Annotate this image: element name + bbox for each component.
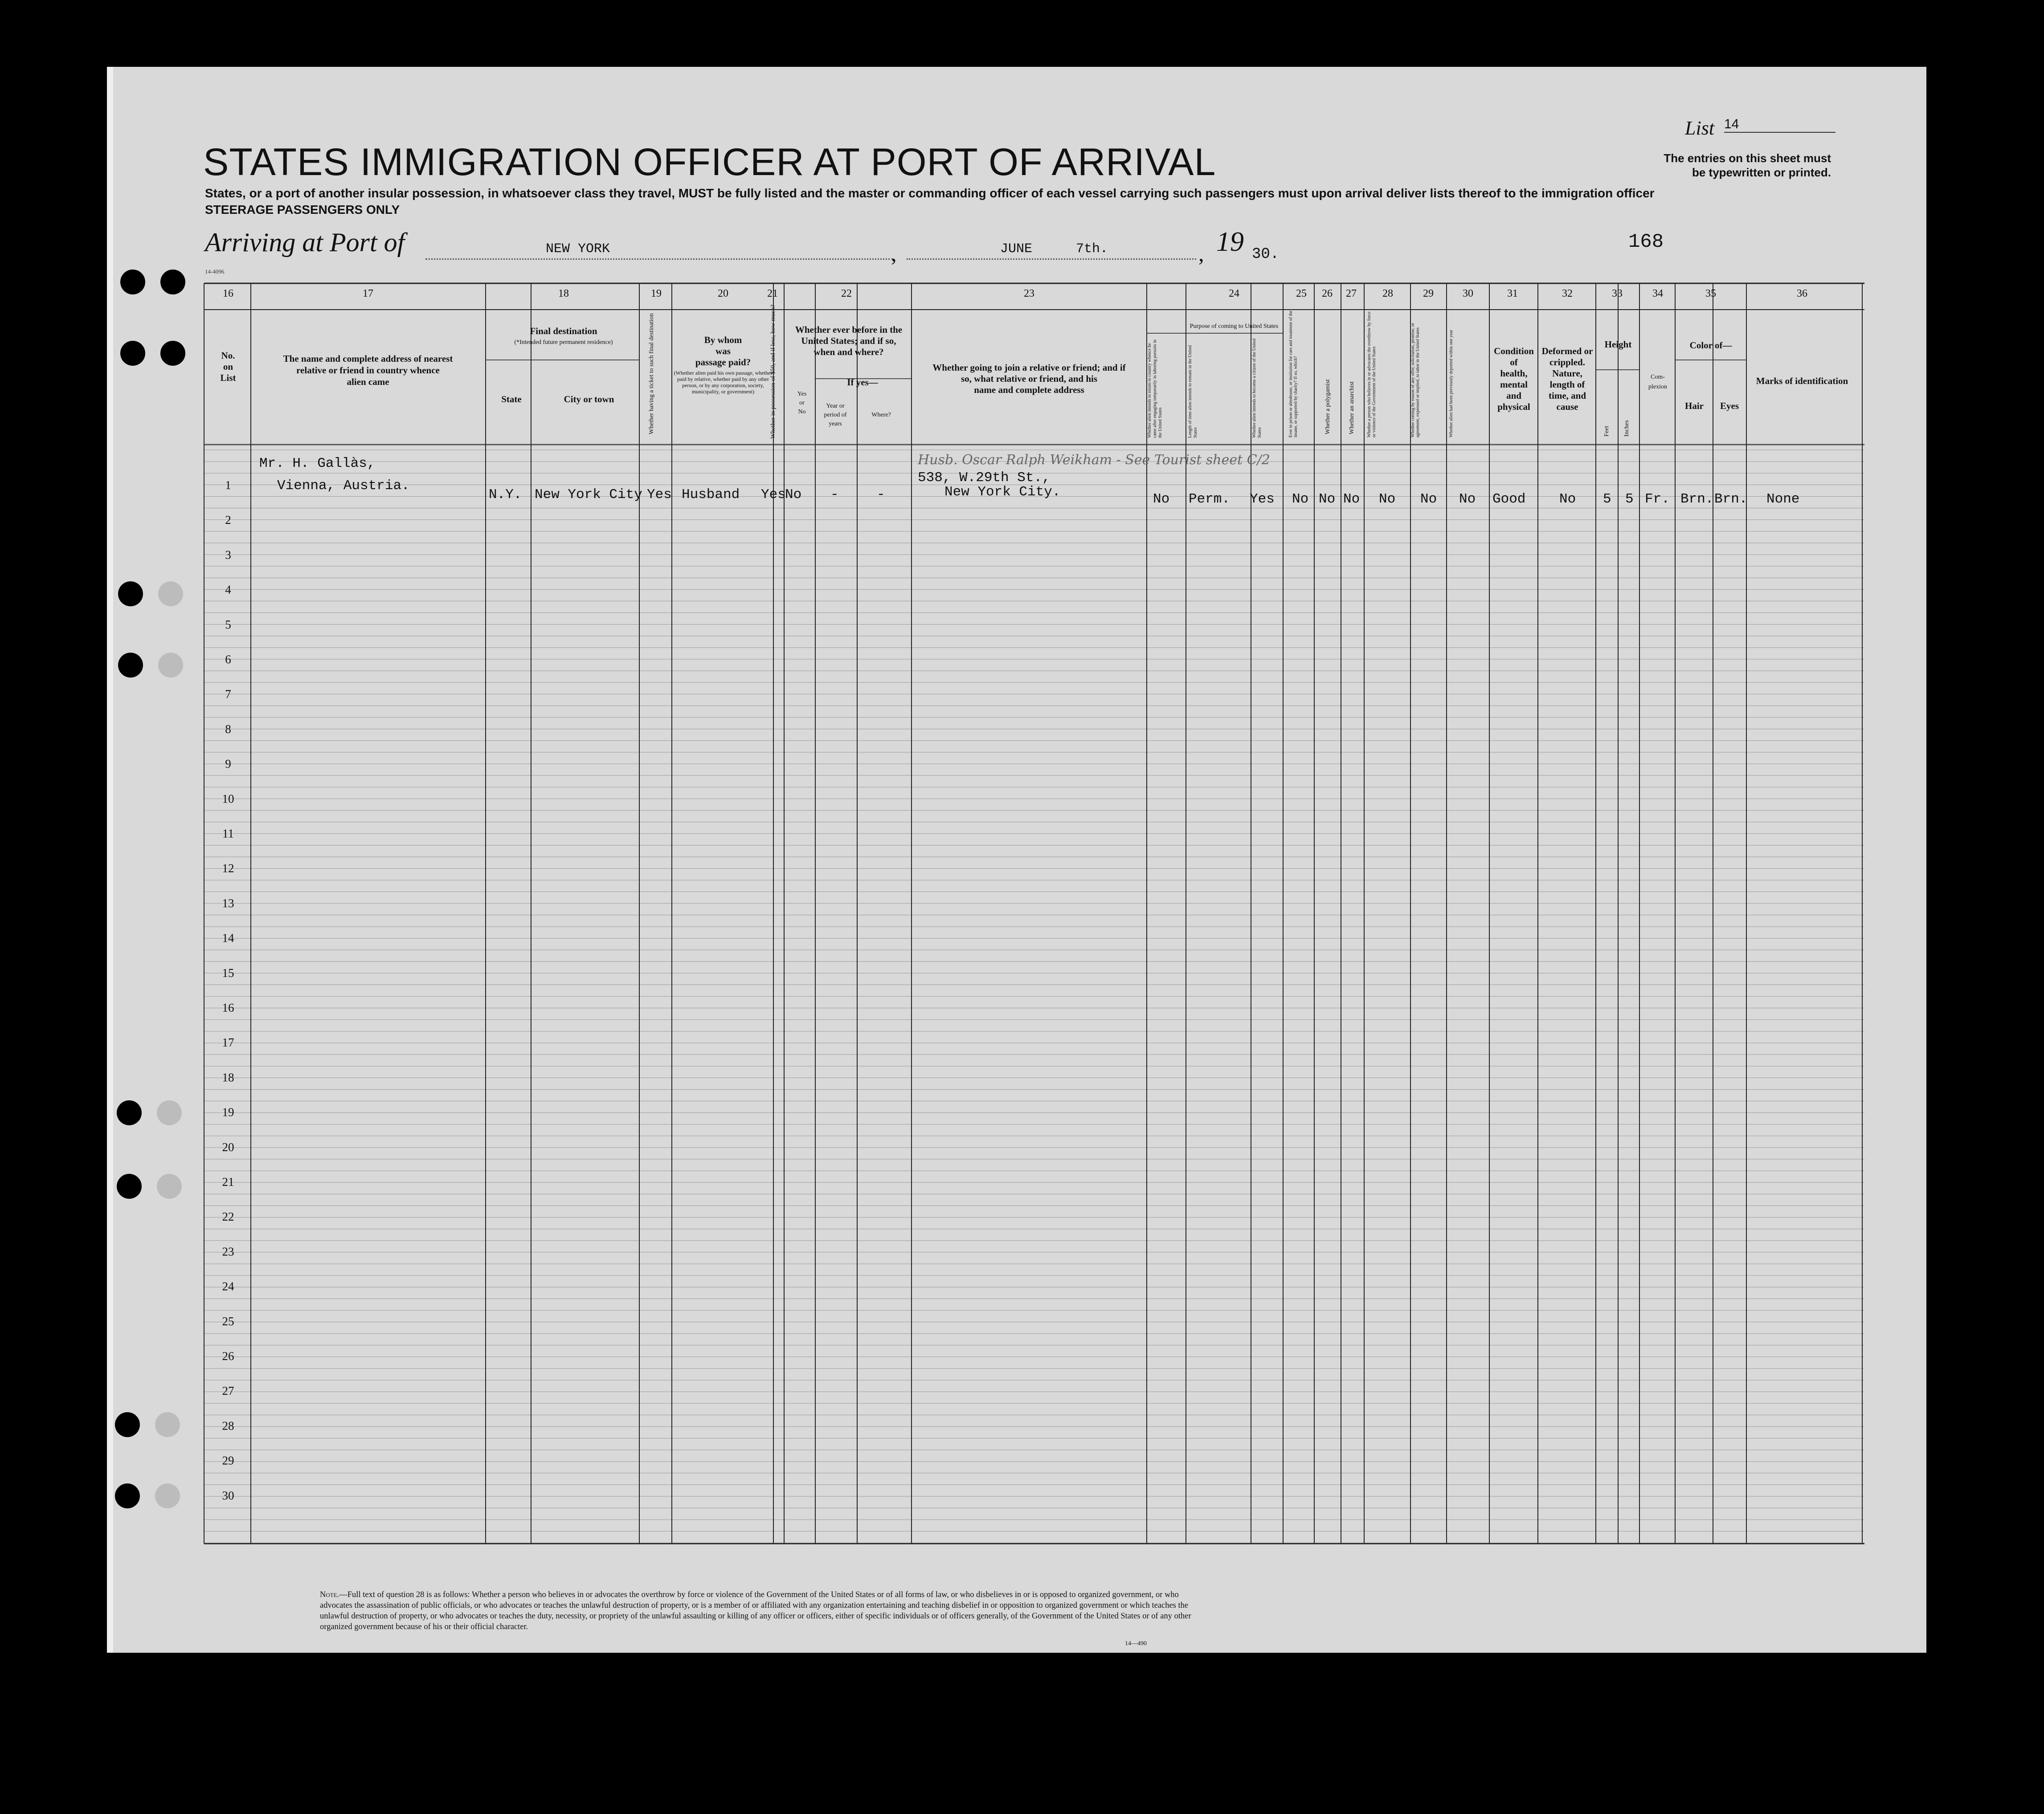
header-yes-or-no-1: Yes	[797, 391, 807, 397]
header-no-on-list-3: List	[220, 372, 236, 383]
colnum-29: 29	[1423, 288, 1434, 299]
note-text: —Full text of question 28 is as follows: Whether a person who believes in or advocates the overthrow by force or violence of the Government of the United States or of all forms of law, or who disbelieves in or is opposed to organized government, or who advocates the assassination of public officials, or who advocates or teaches the unlawful destruction of property, or is a member of or affiliated with any organization entertaining and teaching disbelief in or opposition to organized government or which teaches the unlawful destruction of property, or who advocates or teaches the duty, necessity, or propriety of the unlawful assaulting or killing of any officer or officers, either of specific individuals or of officers generally, of the Government of the United States or of any other organized government because of his or their official character.	[320, 1590, 1191, 1631]
header-ever-before-1: Whether ever before in the	[795, 324, 903, 335]
colnum-18: 18	[558, 288, 569, 299]
header-health-6: physical	[1497, 401, 1530, 412]
cell-where: -	[877, 487, 885, 503]
colnum-25: 25	[1296, 288, 1307, 299]
header-marks: Marks of identification	[1756, 376, 1848, 386]
row-number-20: 20	[222, 1140, 234, 1154]
header-final-destination: Final destination	[530, 326, 597, 336]
header-yes-or-no-3: No	[798, 409, 806, 415]
colnum-17: 17	[363, 288, 373, 299]
header-possession: Whether in possession of $50, and if less, how much?	[770, 304, 777, 439]
colnum-27: 27	[1346, 288, 1357, 299]
header-join-3: name and complete address	[974, 384, 1084, 395]
header-health-5: and	[1506, 390, 1521, 401]
header-year-period-3: years	[829, 421, 842, 427]
header-no-on-list-2: on	[223, 361, 233, 372]
arriving-label: Arriving at Port of	[205, 228, 405, 257]
row-number-3: 3	[225, 548, 231, 562]
column-numbers	[223, 288, 1807, 299]
colnum-33: 33	[1612, 288, 1623, 299]
row-number-5: 5	[225, 617, 231, 631]
instructions-line-2: be typewritten or printed.	[1692, 166, 1831, 179]
arrival-month: JUNE	[1000, 241, 1033, 257]
form-code: 14-4096	[205, 268, 225, 275]
cell-q29: No	[1420, 491, 1437, 507]
header-deformed-3: Nature,	[1552, 368, 1582, 379]
header-passage-2: was	[715, 346, 731, 356]
separator: ,	[891, 241, 897, 266]
handwritten-annotation: Husb. Oscar Ralph Weikham - See Tourist sheet C/2	[918, 452, 1270, 468]
row-number-15: 15	[222, 966, 234, 980]
header-if-yes: If yes—	[847, 377, 878, 388]
cell-complexion: Fr.	[1645, 491, 1670, 507]
header-passage-1: By whom	[704, 335, 742, 345]
cell-health: Good	[1492, 491, 1526, 507]
cell-eyes: Brn.	[1714, 491, 1748, 507]
cell-relative-line-2: Vienna, Austria.	[277, 478, 410, 494]
header-where: Where?	[871, 412, 891, 418]
header-city: City or town	[564, 394, 614, 404]
colnum-32: 32	[1562, 288, 1573, 299]
colnum-34: 34	[1652, 288, 1663, 299]
header-passage-3: passage paid?	[695, 357, 751, 368]
header-state: State	[501, 394, 522, 404]
steerage-label: STEERAGE PASSENGERS ONLY	[205, 203, 400, 217]
cell-possession: Yes	[761, 487, 786, 503]
stamp-number: 168	[1628, 231, 1664, 253]
header-prison: Ever in prison or almshouse, or institution for care and treatment of the insane, or supported by charity? If so, which?	[1288, 311, 1298, 437]
cell-purpose-b: Perm.	[1189, 491, 1230, 507]
row-number-25: 25	[222, 1314, 234, 1328]
row-number-13: 13	[222, 896, 234, 910]
row-number-14: 14	[222, 931, 234, 945]
header-purpose-a: Whether alien intends to return to country whence he came after engaging temporarily in laboring pursuits in the United States	[1147, 339, 1163, 438]
row-number-30: 30	[222, 1488, 234, 1502]
row-number-9: 9	[225, 757, 231, 771]
header-yes-or-no-2: or	[799, 400, 805, 406]
cell-join-line-1: 538, W.29th St.,	[918, 470, 1051, 486]
header-join-1: Whether going to join a relative or friend; and if	[932, 362, 1126, 373]
header-q28: Whether a person who believes in or advocates the overthrow by force or violence of the Government of the United States	[1367, 311, 1377, 437]
header-relative-1: The name and complete address of nearest	[283, 353, 453, 364]
cell-hair: Brn.	[1680, 491, 1714, 507]
list-number: 14	[1724, 117, 1836, 133]
header-complexion-1: Com-	[1651, 374, 1665, 380]
cell-ever-before: No	[785, 487, 802, 503]
header-deformed-6: cause	[1556, 401, 1578, 412]
colnum-21: 21	[767, 288, 778, 299]
cell-marks: None	[1766, 491, 1800, 507]
colnum-16: 16	[223, 288, 233, 299]
cell-prison: No	[1292, 491, 1309, 507]
year-suffix: 30.	[1252, 246, 1280, 263]
header-deformed-1: Deformed or	[1541, 346, 1593, 356]
row-numbers	[222, 478, 235, 1502]
header-relative-2: relative or friend in country whence	[296, 365, 440, 376]
header-hair: Hair	[1685, 400, 1704, 411]
cell-polygamist: No	[1319, 491, 1336, 507]
header-q30: Whether alien had been previously deported within one year	[1449, 330, 1454, 437]
colnum-24: 24	[1229, 288, 1239, 299]
header-purpose-b: Length of time alien intends to remain in the United States	[1188, 345, 1198, 438]
colnum-28: 28	[1382, 288, 1393, 299]
cell-join-line-2: New York City.	[944, 484, 1061, 500]
header-complexion-2: plexion	[1648, 384, 1667, 390]
row-number-18: 18	[222, 1070, 234, 1084]
row-number-6: 6	[225, 653, 231, 666]
colnum-30: 30	[1463, 288, 1473, 299]
row-number-11: 11	[222, 827, 234, 840]
row-number-23: 23	[222, 1245, 234, 1258]
header-health-4: mental	[1500, 379, 1528, 390]
colnum-22: 22	[841, 288, 852, 299]
header-health-3: health,	[1500, 368, 1528, 379]
row-number-2: 2	[225, 513, 231, 527]
colnum-26: 26	[1322, 288, 1333, 299]
cell-q30: No	[1459, 491, 1476, 507]
header-eyes: Eyes	[1720, 400, 1739, 411]
header-feet: Feet	[1603, 425, 1610, 437]
header-purpose-c: Whether alien intends to become a citizen of the United States	[1252, 339, 1262, 438]
header-passage-note: (Whether alien paid his own passage, whether paid by relative, whether paid by any other person, or by any corporation, society, municipality, or government)	[674, 370, 773, 395]
row-number-29: 29	[222, 1454, 234, 1467]
header-final-destination-note: (*Intended future permanent residence)	[514, 339, 613, 346]
colnum-23: 23	[1024, 288, 1034, 299]
cell-anarchist: No	[1343, 491, 1360, 507]
cell-relative-line-1: Mr. H. Gallàs,	[259, 456, 376, 471]
header-ever-before-2: United States; and if so,	[801, 335, 896, 346]
header-deformed-2: crippled.	[1549, 357, 1585, 368]
header-year-period-1: Year or	[826, 403, 845, 409]
header-health-1: Condition	[1494, 346, 1534, 356]
cell-purpose-a: No	[1153, 491, 1170, 507]
cell-city: New York City	[535, 487, 642, 503]
header-inches: Inches	[1623, 420, 1630, 437]
note-label: Note.	[320, 1590, 339, 1599]
list-label: List	[1685, 117, 1715, 139]
header-ticket: Whether having a ticket to such final destination	[648, 313, 655, 434]
row-number-4: 4	[225, 583, 231, 596]
row-number-26: 26	[222, 1349, 234, 1363]
row-number-12: 12	[222, 862, 234, 875]
instructions-line-1: The entries on this sheet must	[1664, 151, 1831, 165]
column-headers	[220, 305, 1848, 439]
row-number-19: 19	[222, 1105, 234, 1119]
header-polygamist: Whether a polygamist	[1325, 379, 1331, 434]
colnum-36: 36	[1797, 288, 1807, 299]
row-number-27: 27	[222, 1384, 234, 1398]
row-number-28: 28	[222, 1419, 234, 1433]
header-subtitle: States, or a port of another insular possession, in whatsoever class they travel, MUST be fully listed and the master or commanding officer of each vessel carrying such passengers must upon arrival deliver lists thereof to the immigration officer	[205, 186, 1655, 200]
form-number: 14—490	[1125, 1640, 1147, 1647]
cell-q28: No	[1379, 491, 1396, 507]
colnum-31: 31	[1507, 288, 1518, 299]
cell-feet: 5	[1603, 491, 1611, 507]
header-health-2: of	[1510, 357, 1518, 368]
header-height: Height	[1604, 339, 1632, 350]
cell-purpose-c: Yes	[1250, 491, 1275, 507]
header-relative-3: alien came	[347, 376, 389, 387]
header-no-on-list-1: No.	[221, 350, 235, 361]
row-number-22: 22	[222, 1210, 234, 1224]
row-number-16: 16	[222, 1001, 234, 1014]
row-number-17: 17	[222, 1036, 234, 1050]
row-number-8: 8	[225, 722, 231, 736]
cell-year-period: -	[830, 487, 839, 503]
header-anarchist: Whether an anarchist	[1349, 381, 1355, 434]
header-deformed-4: length of	[1549, 379, 1585, 390]
colnum-20: 20	[718, 288, 728, 299]
row-number-10: 10	[222, 792, 234, 805]
cell-ticket: Yes	[647, 487, 672, 503]
row-number-21: 21	[222, 1175, 234, 1189]
header-q29: Whether coming by reason of any offer, solicitation, promise, or agreement, expressed or implied, to labor in the United States	[1410, 323, 1420, 437]
page-title: STATES IMMIGRATION OFFICER AT PORT OF ARRIVAL	[203, 141, 1216, 184]
passenger-row-1	[259, 452, 1799, 507]
header-year-period-2: period of	[824, 412, 847, 418]
header-purpose: Purpose of coming to United States	[1190, 323, 1279, 330]
cell-inches: 5	[1625, 491, 1634, 507]
header-color-of: Color of—	[1689, 340, 1732, 351]
colnum-35: 35	[1705, 288, 1716, 299]
footer-note	[320, 1589, 1211, 1632]
cell-passage: Husband	[682, 487, 740, 503]
year-prefix: 19	[1216, 227, 1244, 257]
colnum-19: 19	[651, 288, 662, 299]
header-deformed-5: time, and	[1549, 390, 1586, 401]
cell-state: N.Y.	[489, 487, 522, 503]
row-number-1: 1	[225, 478, 231, 492]
arrival-day: 7th.	[1076, 241, 1108, 257]
row-number-24: 24	[222, 1279, 234, 1293]
port-of-arrival: NEW YORK	[546, 241, 610, 257]
separator: ,	[1198, 241, 1204, 266]
header-join-2: so, what relative or friend, and his	[961, 373, 1098, 384]
header-ever-before-3: when and where?	[814, 347, 884, 357]
row-number-7: 7	[225, 687, 231, 701]
cell-deformed: No	[1559, 491, 1576, 507]
